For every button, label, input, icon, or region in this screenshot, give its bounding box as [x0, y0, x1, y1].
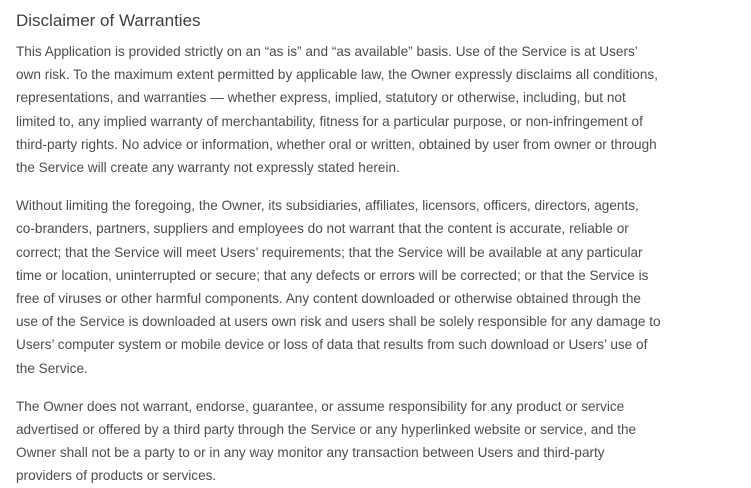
paragraph-line: the Service will create any warranty not expressly stated herein. [16, 160, 400, 176]
paragraph-line: This Application is provided strictly on an “as is” and “as available” basis. Use of the Service is at Users’ [16, 44, 638, 59]
paragraph-3 [16, 395, 751, 488]
paragraph-line: advertised or offered by a third party through the Service or any hyperlinked website or service, and the [16, 422, 637, 438]
paragraph-line: providers of products or services. [16, 468, 217, 484]
paragraph-line: third-party rights. No advice or information, whether oral or written, obtained by user from owner or through [16, 136, 657, 152]
paragraph-line: limited to, any implied warranty of merchantability, fitness for a particular purpose, or non-infringement of [16, 113, 643, 129]
paragraph-line: time or location, uninterrupted or secure; that any defects or errors will be corrected; or that the Service is [16, 267, 649, 283]
paragraph-line: free of viruses or other harmful components. Any content downloaded or otherwise obtained through the [16, 291, 641, 307]
section-heading: Disclaimer of Warranties [16, 11, 201, 30]
paragraph-line: correct; that the Service will meet Users’ requirements; that the Service will be available at any particular [16, 244, 643, 260]
paragraph-line: representations, and warranties — whether express, implied, statutory or otherwise, including, but not [16, 90, 626, 106]
paragraph-line: co-branders, partners, suppliers and employees do not warrant that the content is accurate, reliable or [16, 221, 629, 237]
paragraph-line: the Service. [16, 360, 88, 376]
paragraph-line: own risk. To the maximum extent permitted by applicable law, the Owner expressly disclaims all conditions, [16, 67, 658, 83]
paragraph-line: Users’ computer system or mobile device or loss of data that results from such download or Users’ use of [16, 337, 648, 353]
paragraph-line: Owner shall not be a party to or in any way monitor any transaction between Users and third-party [16, 445, 605, 461]
paragraph-1 [16, 40, 751, 179]
paragraph-line: Without limiting the foregoing, the Owner, its subsidiaries, affiliates, licensors, officers, directors, agents, [16, 198, 639, 214]
paragraph-line: use of the Service is downloaded at users own risk and users shall be solely responsible for any damage to [16, 314, 661, 330]
paragraph-2 [16, 194, 751, 380]
disclaimer-body [16, 40, 751, 488]
paragraph-line: The Owner does not warrant, endorse, guarantee, or assume responsibility for any product or service [16, 398, 625, 414]
